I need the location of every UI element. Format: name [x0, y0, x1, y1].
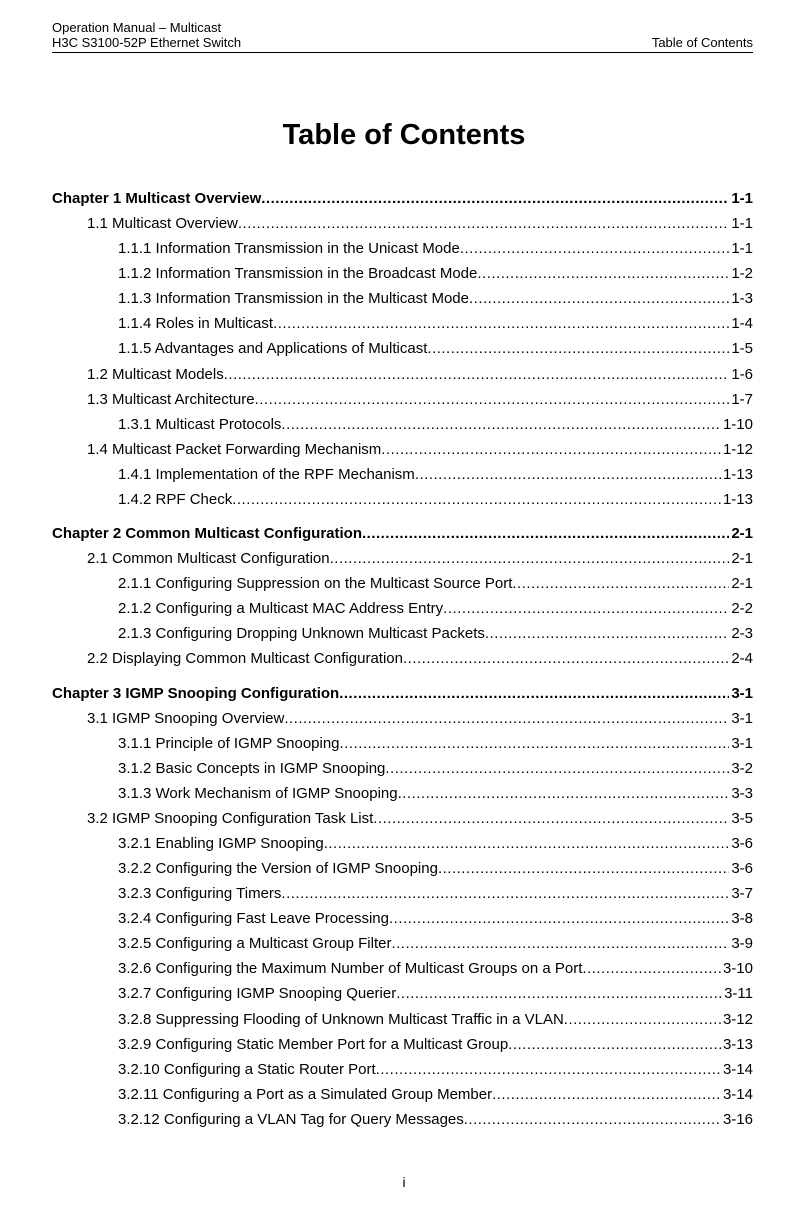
toc-chapter-entry[interactable] [52, 190, 753, 208]
toc-entry-title: 1.4.2 RPF Check [118, 490, 233, 508]
toc-entry[interactable] [52, 1011, 753, 1029]
toc-entry-page: 1-13 [722, 465, 753, 483]
dot-leader [373, 810, 729, 828]
dot-leader [376, 1061, 721, 1079]
toc-entry-title: 1.1.1 Information Transmission in the Unicast Mode [118, 240, 460, 258]
toc-entry-title: 2.1.2 Configuring a Multicast MAC Address Entry [118, 600, 444, 618]
toc-entry-title: 1.1.2 Information Transmission in the Broadcast Mode [118, 265, 478, 283]
dot-leader [330, 550, 730, 568]
toc-entry-title: 1.1.3 Information Transmission in the Multicast Mode [118, 290, 469, 308]
toc-entry-title: 1.4.1 Implementation of the RPF Mechanism [118, 465, 415, 483]
dot-leader [385, 760, 729, 778]
dot-leader [284, 710, 729, 728]
toc-entry[interactable] [52, 441, 753, 459]
toc-entry-title: 2.1 Common Multicast Configuration [87, 550, 330, 568]
dot-leader [232, 491, 721, 509]
dot-leader [492, 1086, 721, 1104]
dot-leader [582, 960, 721, 978]
toc-entry[interactable] [52, 960, 753, 978]
dot-leader [469, 290, 729, 308]
running-header [52, 20, 753, 50]
toc-entry-page: 3-1 [731, 734, 753, 752]
toc-entry[interactable] [52, 810, 753, 828]
dot-leader [477, 265, 729, 283]
toc-entry-title: 3.2.4 Configuring Fast Leave Processing [118, 910, 389, 928]
toc-entry-title: 3.2.8 Suppressing Flooding of Unknown Multicast Traffic in a VLAN [118, 1010, 564, 1028]
dot-leader [427, 340, 729, 358]
toc-entry[interactable] [52, 625, 753, 643]
toc-entry[interactable] [52, 600, 753, 618]
dot-leader [381, 441, 721, 459]
toc-entry-page: 3-1 [731, 684, 753, 702]
toc-entry[interactable] [52, 785, 753, 803]
toc-entry-page: 1-2 [731, 265, 753, 283]
toc-entry-page: 2-4 [731, 650, 753, 668]
toc-entry[interactable] [52, 735, 753, 753]
toc-entry[interactable] [52, 391, 753, 409]
toc-entry-page: 1-5 [731, 340, 753, 358]
dot-leader [485, 625, 729, 643]
toc-entry-page: 3-6 [731, 835, 753, 852]
toc-entry[interactable] [52, 985, 753, 1003]
dot-leader [391, 935, 729, 953]
toc-entry-title: 3.2.10 Configuring a Static Router Port [118, 1060, 376, 1078]
dot-leader [564, 1011, 721, 1029]
toc-entry-page: 3-16 [722, 1110, 753, 1128]
toc-entry[interactable] [52, 910, 753, 928]
dot-leader [324, 835, 730, 853]
toc-entry-page: 2-2 [731, 600, 753, 618]
toc-entry[interactable] [52, 760, 753, 778]
toc-entry-title: 3.1.1 Principle of IGMP Snooping [118, 734, 340, 752]
toc-entry-title: 3.2.6 Configuring the Maximum Number of Multicast Groups on a Port [118, 960, 583, 978]
toc-entry-page: 2-1 [731, 550, 753, 568]
header-manual-title: Operation Manual – Multicast [52, 20, 222, 35]
header-divider [52, 52, 753, 53]
dot-leader [273, 315, 729, 333]
toc-entry-page: 3-7 [731, 885, 753, 903]
toc-entry[interactable] [52, 1086, 753, 1104]
dot-leader [398, 785, 730, 803]
header-product-name: H3C S3100-52P Ethernet Switch [52, 35, 242, 50]
dot-leader [238, 215, 729, 233]
toc-entry-title: 1.4 Multicast Packet Forwarding Mechanism [87, 440, 382, 458]
dot-leader [460, 240, 729, 258]
toc-entry-page: 3-1 [731, 709, 753, 727]
toc-entry-page: 1-1 [731, 190, 753, 207]
page-title: Table of Contents [282, 119, 526, 151]
toc-entry-page: 1-6 [731, 365, 753, 383]
toc-entry-page: 3-2 [731, 759, 753, 777]
toc-entry-title: 1.1.5 Advantages and Applications of Multicast [118, 340, 428, 358]
toc-entry-page: 1-13 [722, 490, 753, 508]
toc-entry-page: 3-9 [731, 935, 753, 953]
toc-entry-page: 3-3 [731, 784, 753, 802]
dot-leader [281, 416, 721, 434]
toc-entry[interactable] [52, 1111, 753, 1129]
dot-leader [261, 190, 729, 208]
toc-entry-page: 3-14 [722, 1060, 753, 1078]
toc-entry[interactable] [52, 240, 753, 258]
toc-entry[interactable] [52, 935, 753, 953]
toc-entry-title: 1.1.4 Roles in Multicast [118, 315, 274, 333]
toc-entry-title: 3.2.2 Configuring the Version of IGMP Snooping [118, 860, 438, 878]
dot-leader [508, 1036, 721, 1054]
toc-entry-title: 3.1.2 Basic Concepts in IGMP Snooping [118, 759, 386, 777]
toc-entry-title: 3.2 IGMP Snooping Configuration Task List [87, 809, 374, 827]
toc-entry-title: Chapter 1 Multicast Overview [52, 190, 262, 207]
toc-entry-title: 1.1 Multicast Overview [87, 215, 238, 233]
toc-chapter-entry[interactable] [52, 525, 753, 543]
toc-entry-page: 3-5 [731, 809, 753, 827]
toc-entry-title: 3.2.5 Configuring a Multicast Group Filter [118, 935, 392, 953]
toc-chapter-entry[interactable] [52, 685, 753, 703]
toc-entry-page: 2-1 [731, 525, 753, 543]
toc-entry-page: 1-10 [722, 415, 753, 433]
toc-entry-title: 2.1.3 Configuring Dropping Unknown Multicast Packets [118, 625, 485, 643]
dot-leader [281, 885, 729, 903]
toc-entry[interactable] [52, 1036, 753, 1054]
toc-entry-page: 1-4 [731, 315, 753, 333]
toc-entry-page: 1-12 [722, 440, 753, 458]
dot-leader [339, 685, 729, 703]
toc-entry-page: 3-11 [724, 985, 753, 1003]
toc-entry[interactable] [52, 860, 753, 878]
toc-entry-title: 3.2.7 Configuring IGMP Snooping Querier [118, 985, 397, 1003]
toc-entry-title: 3.1 IGMP Snooping Overview [87, 709, 285, 727]
toc-entry-title: 3.2.1 Enabling IGMP Snooping [118, 835, 324, 852]
toc-entry[interactable] [52, 1061, 753, 1079]
toc-entry-page: 1-1 [731, 240, 753, 258]
toc-entry-title: 3.2.12 Configuring a VLAN Tag for Query Messages [118, 1110, 464, 1128]
toc-entry-title: 1.2 Multicast Models [87, 365, 224, 383]
toc-entry-title: 3.2.9 Configuring Static Member Port for a Multicast Group [118, 1035, 509, 1053]
toc-entry[interactable] [52, 885, 753, 903]
toc-entry-title: Chapter 3 IGMP Snooping Configuration [52, 684, 340, 702]
toc-entry-title: 1.3 Multicast Architecture [87, 390, 255, 408]
toc-entry[interactable] [52, 340, 753, 358]
toc-entry-title: 1.3.1 Multicast Protocols [118, 415, 282, 433]
toc-entry-title: Chapter 2 Common Multicast Configuration [52, 525, 363, 543]
toc-entry-page: 3-13 [722, 1035, 753, 1053]
toc-entry-title: 2.2 Displaying Common Multicast Configuration [87, 650, 403, 668]
dot-leader [443, 600, 729, 618]
toc-entry[interactable] [52, 466, 753, 484]
toc-entry-page: 3-14 [722, 1085, 753, 1103]
toc-entry-title: 3.2.3 Configuring Timers [118, 885, 282, 903]
toc-entry[interactable] [52, 265, 753, 283]
toc-entry-page: 3-12 [722, 1010, 753, 1028]
toc-entry-title: 3.1.3 Work Mechanism of IGMP Snooping [118, 784, 398, 802]
toc-entry[interactable] [52, 491, 753, 509]
dot-leader [415, 466, 721, 484]
toc-entry-page: 2-1 [731, 575, 753, 593]
toc-entry-page: 1-7 [731, 390, 753, 408]
toc-entry-page: 2-3 [731, 625, 753, 643]
dot-leader [438, 860, 729, 878]
toc-entry-page: 3-8 [731, 910, 753, 928]
toc-entry-page: 1-1 [731, 215, 753, 233]
toc-entry[interactable] [52, 315, 753, 333]
dot-leader [255, 391, 730, 409]
toc-entry[interactable] [52, 290, 753, 308]
toc-entry-page: 1-3 [731, 290, 753, 308]
toc-entry[interactable] [52, 416, 753, 434]
toc-entry[interactable] [52, 575, 753, 593]
dot-leader [389, 910, 729, 928]
dot-leader [464, 1111, 721, 1129]
toc-entry[interactable] [52, 366, 753, 384]
header-section-name: Table of Contents [651, 35, 753, 50]
page-number: i [402, 1174, 406, 1190]
toc-entry[interactable] [52, 835, 753, 853]
toc-entry-title: 2.1.1 Configuring Suppression on the Multicast Source Port [118, 575, 513, 593]
toc-entry-page: 3-6 [731, 860, 753, 878]
toc-entry-page: 3-10 [722, 960, 753, 978]
dot-leader [403, 650, 729, 668]
dot-leader [224, 366, 730, 384]
toc-entry[interactable] [52, 215, 753, 233]
dot-leader [512, 575, 729, 593]
toc-entry[interactable] [52, 550, 753, 568]
toc-entry-title: 3.2.11 Configuring a Port as a Simulated Group Member [118, 1085, 493, 1103]
dot-leader [362, 525, 729, 543]
dot-leader [340, 735, 730, 753]
toc-entry[interactable] [52, 710, 753, 728]
dot-leader [396, 985, 722, 1003]
toc-entry[interactable] [52, 650, 753, 668]
